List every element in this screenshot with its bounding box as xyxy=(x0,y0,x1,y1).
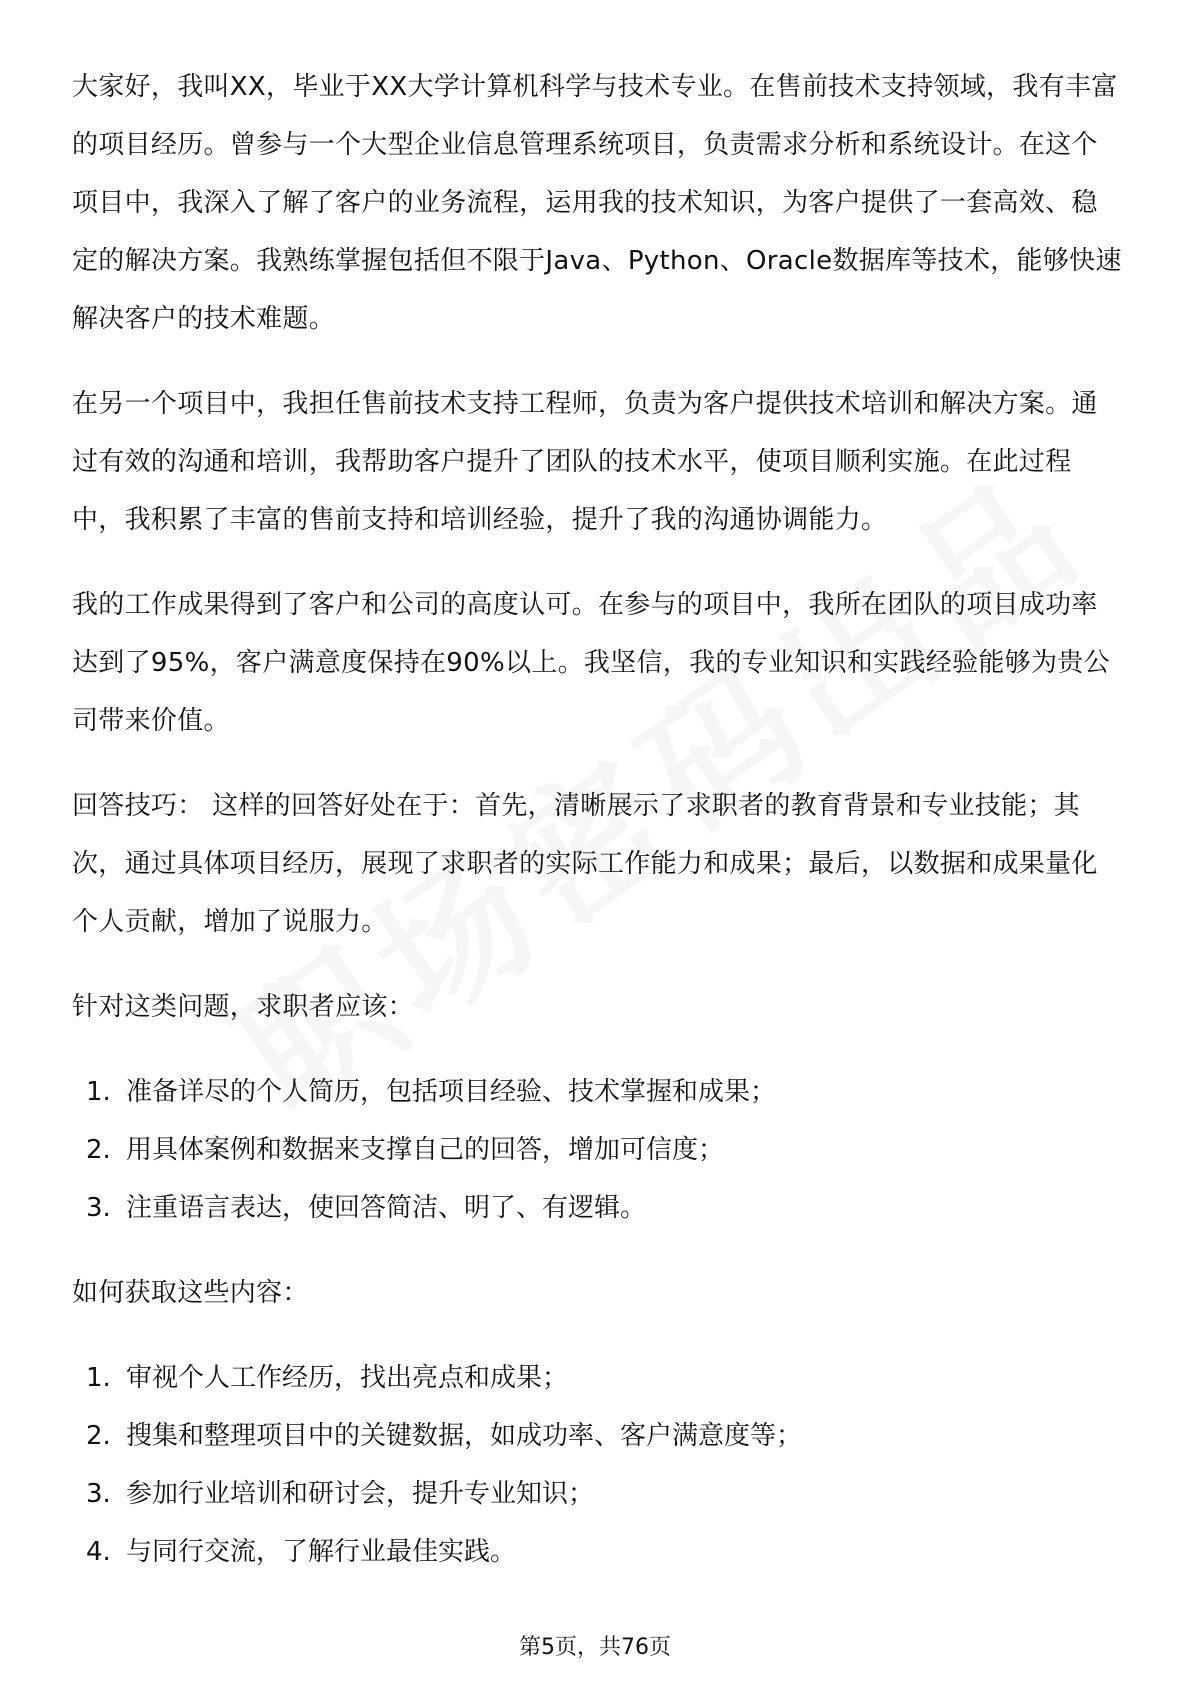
paragraph-second-project: 在另一个项目中，我担任售前技术支持工程师，负责为客户提供技术培训和解决方案。通过有效的沟通和培训，我帮助客户提升了团队的技术水平，使项目顺利实施。在此过程中，我积累了丰富的售前支持和培训经验，提升了我的沟通协调能力。 xyxy=(72,389,1098,535)
list-number: 2. xyxy=(86,1421,111,1451)
list-item-text: 注重语言表达，使回答简洁、明了、有逻辑。 xyxy=(126,1193,647,1223)
list-number: 2. xyxy=(86,1135,111,1165)
paragraph-advice-heading: 针对这类问题，求职者应该： xyxy=(72,992,414,1022)
list-item xyxy=(72,1349,1122,1407)
list-item xyxy=(72,1407,1122,1465)
list-item xyxy=(72,1121,1122,1179)
list-number: 3. xyxy=(86,1193,111,1223)
list-item xyxy=(72,1465,1122,1523)
list-item-text: 准备详尽的个人简历，包括项目经验、技术掌握和成果； xyxy=(126,1077,777,1107)
list-number: 3. xyxy=(86,1479,111,1509)
list-item-text: 用具体案例和数据来支撑自己的回答，增加可信度； xyxy=(126,1135,725,1165)
list-number: 4. xyxy=(86,1537,111,1567)
list-item xyxy=(72,1063,1122,1121)
paragraph-intro: 大家好，我叫XX，毕业于XX大学计算机科学与技术专业。在售前技术支持领域，我有丰富的项目经历。曾参与一个大型企业信息管理系统项目，负责需求分析和系统设计。在这个项目中，我深入了解了客户的业务流程，运用我的技术知识，为客户提供了一套高效、稳定的解决方案。我熟练掌握包括但不限于Java、Python、Oracle数据库等技术，能够快速解决客户的技术难题。 xyxy=(72,72,1122,334)
document-body xyxy=(72,58,1122,1608)
list-item-text: 与同行交流，了解行业最佳实践。 xyxy=(126,1537,517,1567)
paragraph-answer-tips: 回答技巧： 这样的回答好处在于：首先，清晰展示了求职者的教育背景和专业技能；其次，通过具体项目经历，展现了求职者的实际工作能力和成果；最后，以数据和成果量化个人贡献，增加了说服力。 xyxy=(72,791,1098,937)
how-to-list xyxy=(72,1349,1122,1581)
list-item xyxy=(72,1523,1122,1581)
paragraph-how-to-heading: 如何获取这些内容： xyxy=(72,1278,309,1308)
list-item-text: 搜集和整理项目中的关键数据，如成功率、客户满意度等； xyxy=(126,1421,803,1451)
page-number-footer: 第5页，共76页 xyxy=(519,1635,671,1660)
list-item-text: 参加行业培训和研讨会，提升专业知识； xyxy=(126,1479,595,1509)
list-number: 1. xyxy=(86,1363,111,1393)
paragraph-achievements: 我的工作成果得到了客户和公司的高度认可。在参与的项目中，我所在团队的项目成功率达到了95%，客户满意度保持在90%以上。我坚信，我的专业知识和实践经验能够为贵公司带来价值。 xyxy=(72,590,1110,736)
advice-list xyxy=(72,1063,1122,1237)
list-number: 1. xyxy=(86,1077,111,1107)
list-item-text: 审视个人工作经历，找出亮点和成果； xyxy=(126,1363,569,1393)
list-item xyxy=(72,1179,1122,1237)
